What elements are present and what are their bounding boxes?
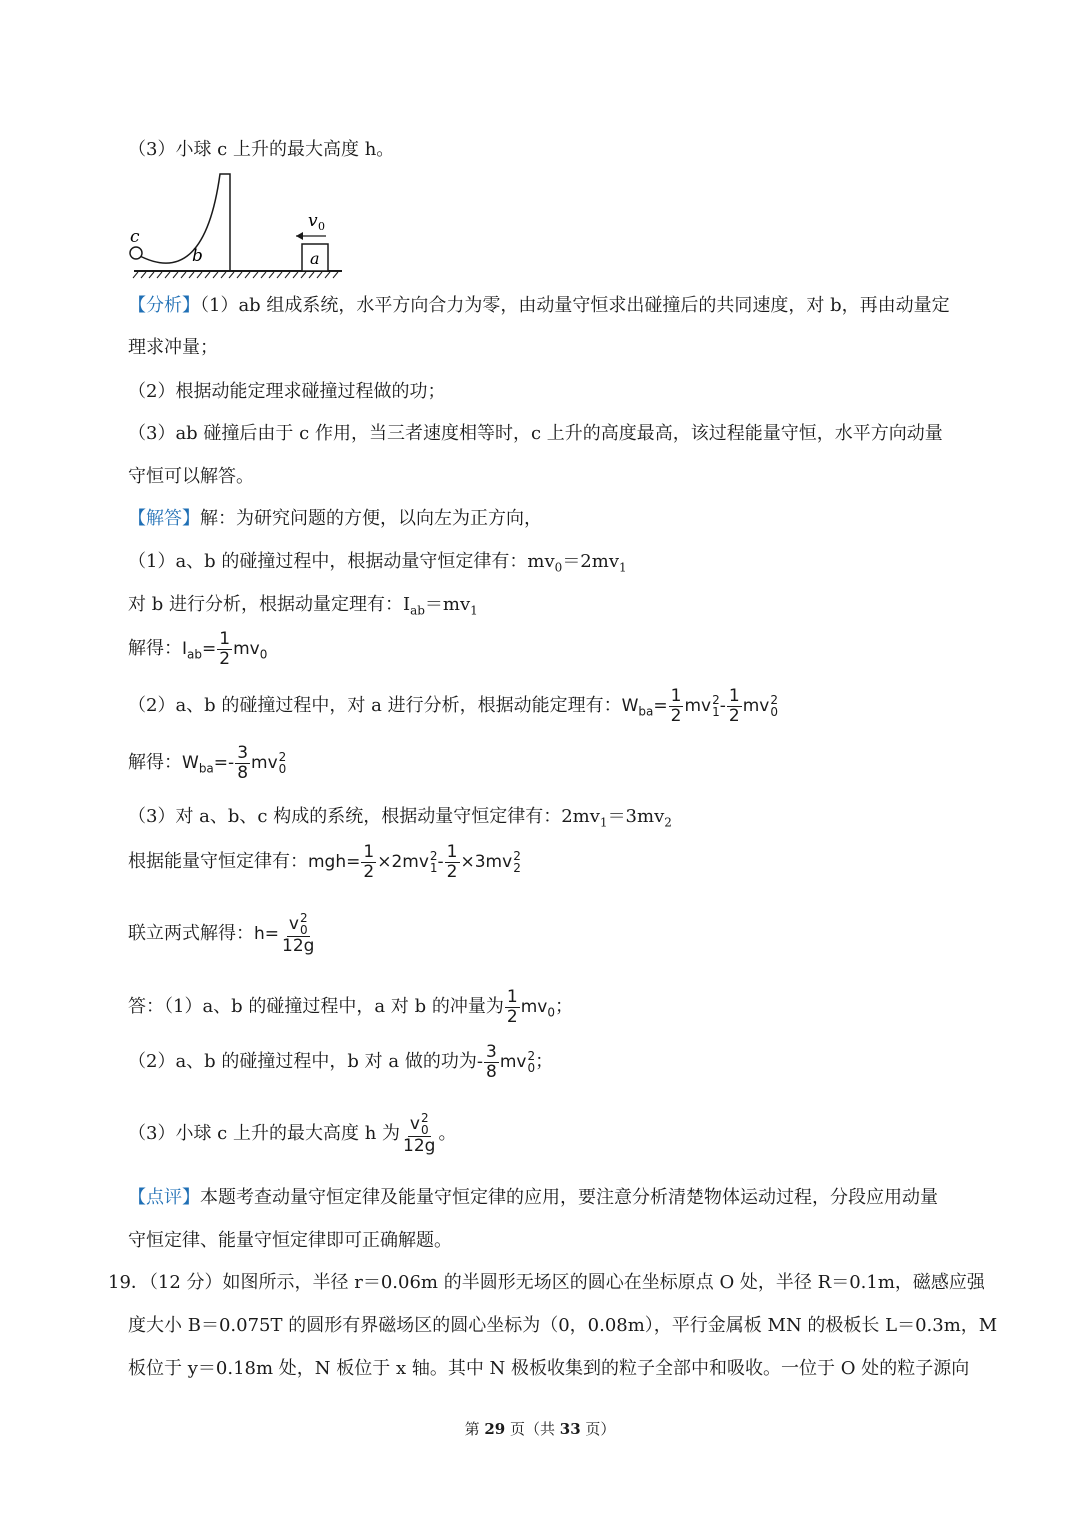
solution-step-5: 解得：$W_{ba}=-$ $\frac{3}{8}$ mv 2 0 [128,742,287,783]
solution-intro: 【解答】解：为研究问题的方便，以向左为正方向， [128,508,542,529]
formula-impulse: $I_{ab}=$ $\frac{1}{2}$ $mv_0$ [182,628,268,669]
formula-energy: mgh= $\frac{1}{2}$ ×2mv 2 1 - $\frac{1}{2}$ ×3mv 2 2 [308,841,521,882]
solution-step-4: （2）a、b 的碰撞过程中，对 a 进行分析，根据动能定理有：$W_{ba}=$ $\frac{1}{2}$ mv 2 1 - $\frac{1}{2}$ mv 2 0 [128,685,778,726]
formula-height: h= v 2 0 12g [254,911,315,956]
analysis-line-2: 理求冲量； [128,337,218,358]
question-19-line-3: 板位于 y＝0.18m 处，N 板位于 x 轴。其中 N 极板收集到的粒子全部中和吸收。一位于 O 处的粒子源向 [128,1358,970,1379]
analysis-line-3: （2）根据动能定理求碰撞过程做的功； [128,381,446,402]
answer-2: （2）a、b 的碰撞过程中，b 对 a 做的功为- $\frac{3}{8}$ mv 2 0 ； [128,1041,554,1082]
formula-work-result: $W_{ba}=-$ $\frac{3}{8}$ mv 2 0 [182,742,287,783]
formula-work: $W_{ba}=$ $\frac{1}{2}$ mv 2 1 - $\frac{1}{2}$ mv 2 0 [621,685,778,726]
solution-step-1: （1）a、b 的碰撞过程中，根据动量守恒定律有：$mv_0=2mv_1$ [128,551,627,575]
question-19-line-2: 度大小 B＝0.075T 的圆形有界磁场区的圆心坐标为（0，0.08m），平行金属板 MN 的极板长 L＝0.3m，M [128,1315,998,1336]
question-3-title: （3）小球 c 上升的最大高度 h。 [128,139,395,160]
page-footer: 第 29 页（共 33 页） [464,1420,616,1438]
label-a: a [310,249,320,268]
solution-tag: 【解答】 [128,508,200,529]
comment-tag: 【点评】 [128,1187,200,1208]
label-v0: v [308,211,318,231]
label-c: c [130,227,140,247]
collision-figure [124,170,348,280]
analysis-line-5: 守恒可以解答。 [128,466,254,487]
label-v0-sub: 0 [318,220,325,233]
solution-step-2: 对 b 进行分析，根据动量定理有：$I_{ab}=mv_1$ [128,594,478,618]
analysis-line-4: （3）ab 碰撞后由于 c 作用，当三者速度相等时，c 上升的高度最高，该过程能量守恒，水平方向动量 [128,423,943,444]
solution-step-6: （3）对 a、b、c 构成的系统，根据动量守恒定律有：$2mv_1=3mv_2$ [128,806,672,830]
analysis-tag: 【分析】 [128,295,200,316]
analysis-line-1: 【分析】（1）ab 组成系统，水平方向合力为零，由动量守恒求出碰撞后的共同速度，对 b，再由动量定 [128,295,950,316]
total-pages: 33 [559,1420,581,1438]
solution-step-7: 根据能量守恒定律有：mgh= $\frac{1}{2}$ ×2mv 2 1 - $\frac{1}{2}$ ×3mv 2 2 [128,841,521,882]
solution-step-8: 联立两式解得：h= v 2 0 12g [128,908,317,960]
question-19-line-1: 19．（12 分）如图所示，半径 r＝0.06m 的半圆形无场区的圆心在坐标原点 O 处，半径 R＝0.1m，磁感应强 [108,1272,985,1293]
current-page: 29 [484,1420,506,1438]
comment-line-2: 守恒定律、能量守恒定律即可正确解题。 [128,1230,452,1251]
ball-c [130,247,142,259]
curved-slope-b [138,174,230,271]
answer-1: 答：（1）a、b 的碰撞过程中，a 对 b 的冲量为 $\frac{1}{2}$ $mv_0$； [128,986,573,1027]
label-b: b [192,246,203,266]
comment-line-1: 【点评】本题考查动量守恒定律及能量守恒定律的应用，要注意分析清楚物体运动过程，分段应用动量 [128,1187,938,1208]
solution-step-3: 解得：$I_{ab}=$ $\frac{1}{2}$ $mv_0$ [128,628,268,669]
ground-hatch [133,272,338,278]
answer-3: （3）小球 c 上升的最大高度 h 为 v 2 0 12g 。 [128,1111,457,1156]
